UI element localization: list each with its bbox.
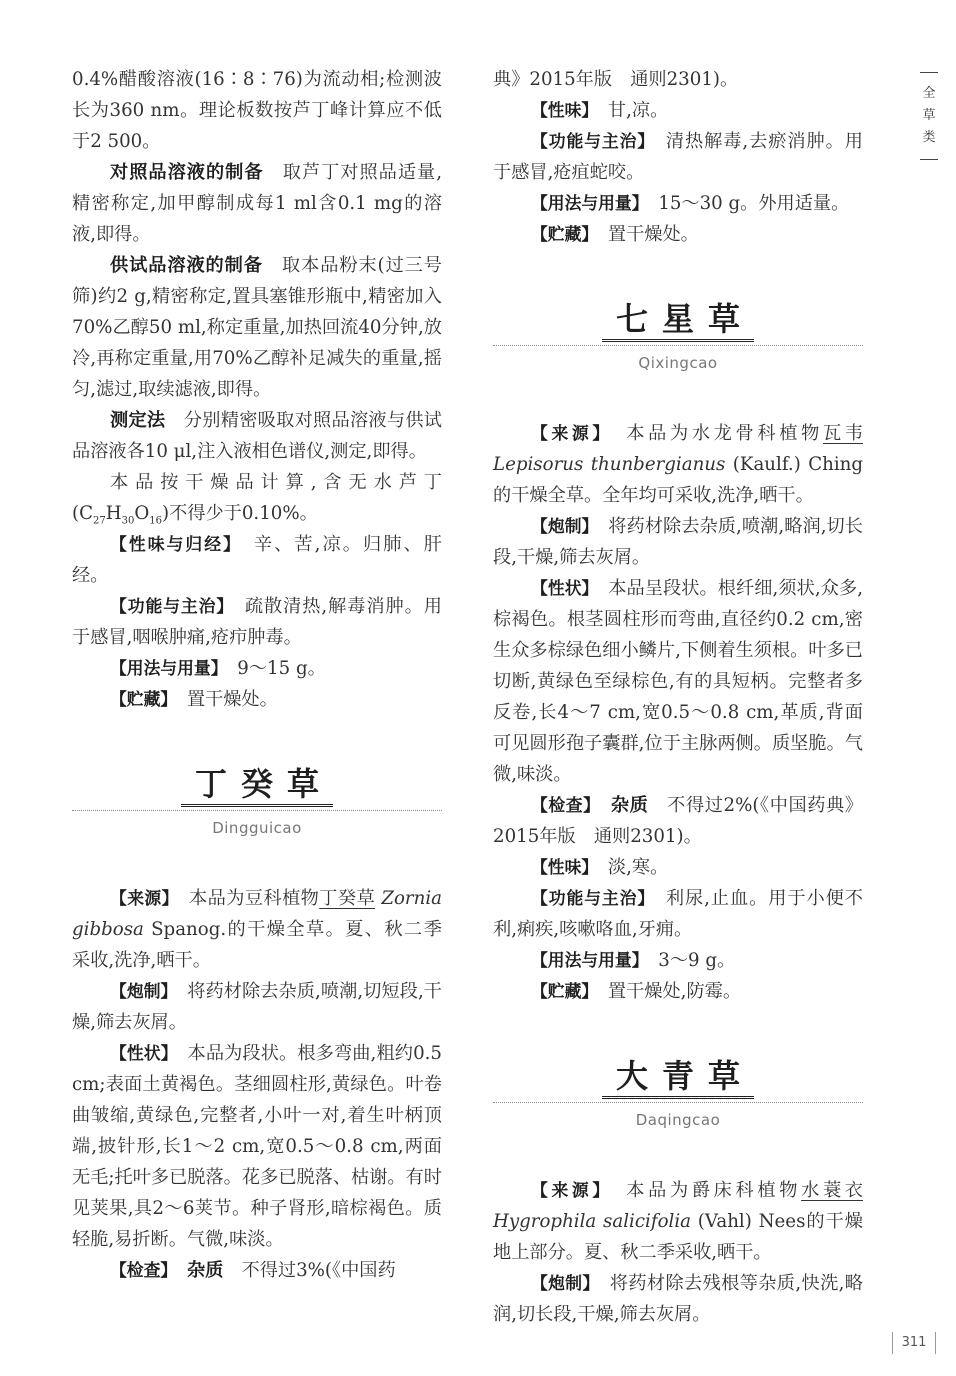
section-label: 【来源】 (531, 423, 605, 443)
paragraph (493, 418, 863, 511)
text-run: 取芦丁对照品适量,精密称定,加甲醇制成每1 ml含0.1 mg的溶液,即得。 (72, 162, 442, 245)
paragraph (72, 1038, 442, 1255)
text-run (169, 1260, 187, 1281)
bold-term: 杂质 (186, 1260, 224, 1281)
section-label: 【炮制】 (110, 981, 169, 1001)
monograph-title: 丁癸草 (181, 765, 333, 807)
section-label: 【炮制】 (531, 516, 590, 536)
text-run: H (105, 503, 122, 524)
section-label: 【用法与用量】 (531, 950, 641, 970)
paragraph (72, 529, 442, 591)
paragraph (493, 945, 863, 976)
text-run: 疏散清热,解毒消肿。用于感冒,咽喉肿痛,疮疖肿毒。 (72, 596, 442, 648)
right-column (493, 64, 863, 1330)
text-run: 3～9 g。 (640, 950, 736, 971)
text-run: 0.4%醋酸溶液(16∶8∶76)为流动相;检测波长为360 nm。理论板数按芦丁峰计算应不低于2 500。 (72, 69, 442, 152)
text-run: 置干燥处,防霉。 (589, 981, 742, 1002)
paragraph (493, 511, 863, 573)
paragraph (72, 1255, 442, 1286)
text-run: 淡,寒。 (589, 857, 669, 878)
monograph-heading (493, 250, 863, 418)
latin-name: Hygrophila salicifolia (493, 1211, 692, 1232)
monograph-pinyin: Qixingcao (638, 354, 718, 372)
paragraph (493, 790, 863, 852)
paragraph (493, 976, 863, 1007)
section-label: 【功能与主治】 (531, 888, 647, 908)
section-label: 【来源】 (110, 888, 171, 908)
text-run: 本品为段状。根多弯曲,粗约0.5 cm;表面土黄褐色。茎细圆柱形,黄绿色。叶卷曲皱缩,黄绿色,完整者,小叶一对,着生叶柄顶端,披针形,长1～2 cm,宽0.5～0.8 cm,两面无毛;托叶多已脱落。花多已脱落、枯谢。有时见荚果,具2～6荚节。种子肾形,暗棕褐色。质轻脆,易折断。气微,味淡。 (72, 1043, 442, 1250)
paragraph (493, 64, 863, 95)
monograph-title: 七星草 (602, 300, 754, 342)
monograph-title: 大青草 (602, 1057, 754, 1099)
section-label: 【炮制】 (531, 1273, 592, 1293)
text-run: 15～30 g。外用适量。 (640, 193, 850, 214)
paragraph (72, 467, 442, 529)
section-side-tab (920, 72, 938, 160)
paragraph (72, 405, 442, 467)
paragraph (72, 883, 442, 976)
text-run: 将药材除去杂质,喷潮,略润,切长段,干燥,筛去灰屑。 (493, 516, 863, 568)
section-label: 【检查】 (531, 795, 593, 815)
text-run: 9～15 g。 (219, 658, 326, 679)
text-run: 将药材除去残根等杂质,快洗,略润,切长段,干燥,筛去灰屑。 (493, 1273, 863, 1325)
section-label: 【贮藏】 (531, 981, 590, 1001)
section-label: 【用法与用量】 (110, 658, 220, 678)
paragraph (493, 219, 863, 250)
section-label: 【性味】 (531, 100, 590, 120)
text-run: 本品为豆科植物 (170, 888, 320, 909)
paragraph (493, 1175, 863, 1268)
section-label: 【性状】 (110, 1043, 170, 1063)
plant-name: 水蓑衣 (801, 1180, 863, 1201)
section-label: 【功能与主治】 (531, 131, 647, 151)
paragraph (493, 573, 863, 790)
bold-term: 对照品溶液的制备 (110, 162, 264, 183)
text-run: 不得过2%(《中国药典》2015年版 通则2301)。 (493, 795, 863, 847)
paragraph (72, 157, 442, 250)
section-label: 【来源】 (531, 1180, 605, 1200)
subscript: 16 (149, 515, 163, 527)
text-run: (Vahl) Nees的干燥地上部分。夏、秋二季采收,晒干。 (493, 1211, 863, 1263)
text-run: )不得少于0.10%。 (162, 503, 318, 524)
text-run: 本品为水龙骨科植物 (604, 423, 823, 444)
bold-term: 测定法 (110, 410, 166, 431)
bold-term: 供试品溶液的制备 (110, 255, 263, 276)
text-run: 本品按干燥品计算,含无水芦丁(C (72, 472, 442, 524)
plant-name: 丁癸草 (319, 888, 376, 909)
paragraph (72, 591, 442, 653)
section-label: 【贮藏】 (110, 689, 169, 709)
page-number: 311 (892, 1332, 936, 1354)
paragraph (493, 852, 863, 883)
bold-term: 杂质 (610, 795, 649, 816)
text-run: 清热解毒,去瘀消肿。用于感冒,疮疽蛇咬。 (493, 131, 863, 183)
paragraph (72, 64, 442, 157)
text-run: O (134, 503, 150, 524)
paragraph (493, 188, 863, 219)
latin-name: Zornia gibbosa (72, 888, 442, 940)
paragraph (493, 883, 863, 945)
text-run: 本品呈段状。根纤细,须状,众多,棕褐色。根茎圆柱形而弯曲,直径约0.2 cm,密生众多棕绿色细小鳞片,下侧着生须根。叶多已切断,黄绿色至绿棕色,有的具短柄。完整者多反卷,长4～7 cm,宽0.5～0.8 cm,革质,背面可见圆形孢子囊群,位于主脉两侧。质坚脆。气微,味淡。 (493, 578, 863, 785)
side-tab-char: 全 (922, 86, 936, 101)
dotted-divider (493, 345, 863, 346)
monograph-heading (72, 715, 442, 883)
section-label: 【功能与主治】 (110, 596, 226, 616)
section-label: 【用法与用量】 (531, 193, 641, 213)
text-run: 利尿,止血。用于小便不利,痢疾,咳嗽咯血,牙痈。 (493, 888, 863, 940)
side-tab-char: 类 (922, 130, 936, 145)
paragraph (493, 126, 863, 188)
side-tab-char: 草 (922, 108, 936, 123)
text-run: 典》2015年版 通则2301)。 (493, 69, 739, 90)
text-run: 置干燥处。 (589, 224, 699, 245)
dotted-divider (72, 810, 442, 811)
paragraph (72, 684, 442, 715)
monograph-pinyin: Daqingcao (635, 1111, 721, 1129)
text-run: 不得过3%(《中国药 (223, 1260, 396, 1281)
latin-name: Lepisorus thunbergianus (493, 454, 726, 475)
text-run: 辛、苦,凉。归肺、肝经。 (72, 534, 442, 586)
subscript: 30 (121, 515, 135, 527)
paragraph (493, 1268, 863, 1330)
plant-name: 瓦韦 (822, 423, 863, 444)
section-label: 【性味与归经】 (110, 534, 234, 554)
paragraph (493, 95, 863, 126)
paragraph (72, 250, 442, 405)
paragraph (72, 976, 442, 1038)
text-run: 甘,凉。 (589, 100, 669, 121)
text-run: 置干燥处。 (168, 689, 278, 710)
text-run: (Kaulf.) Ching的干燥全草。全年均可采收,洗净,晒干。 (493, 454, 864, 506)
section-label: 【性味】 (531, 857, 590, 877)
text-run: 本品为爵床科植物 (604, 1180, 802, 1201)
left-column (72, 64, 442, 1286)
subscript: 27 (93, 515, 106, 527)
text-run: 取本品粉末(过三号筛)约2 g,精密称定,置具塞锥形瓶中,精密加入70%乙醇50 ml,称定重量,加热回流40分钟,放冷,再称定重量,用70%乙醇补足减失的重量,摇匀,滤过,取续滤液,即得。 (72, 255, 442, 400)
paragraph (72, 653, 442, 684)
text-run: 分别精密吸取对照品溶液与供试品溶液各10 μl,注入液相色谱仪,测定,即得。 (72, 410, 442, 462)
text-run (592, 795, 611, 816)
section-label: 【贮藏】 (531, 224, 590, 244)
section-label: 【性状】 (531, 578, 590, 598)
text-run: 将药材除去杂质,喷潮,切短段,干燥,筛去灰屑。 (72, 981, 442, 1033)
section-label: 【检查】 (110, 1260, 169, 1280)
text-run: Spanog.的干燥全草。夏、秋二季采收,洗净,晒干。 (72, 919, 442, 971)
monograph-pinyin: Dingguicao (212, 819, 302, 837)
monograph-heading (493, 1007, 863, 1175)
dotted-divider (493, 1102, 863, 1103)
